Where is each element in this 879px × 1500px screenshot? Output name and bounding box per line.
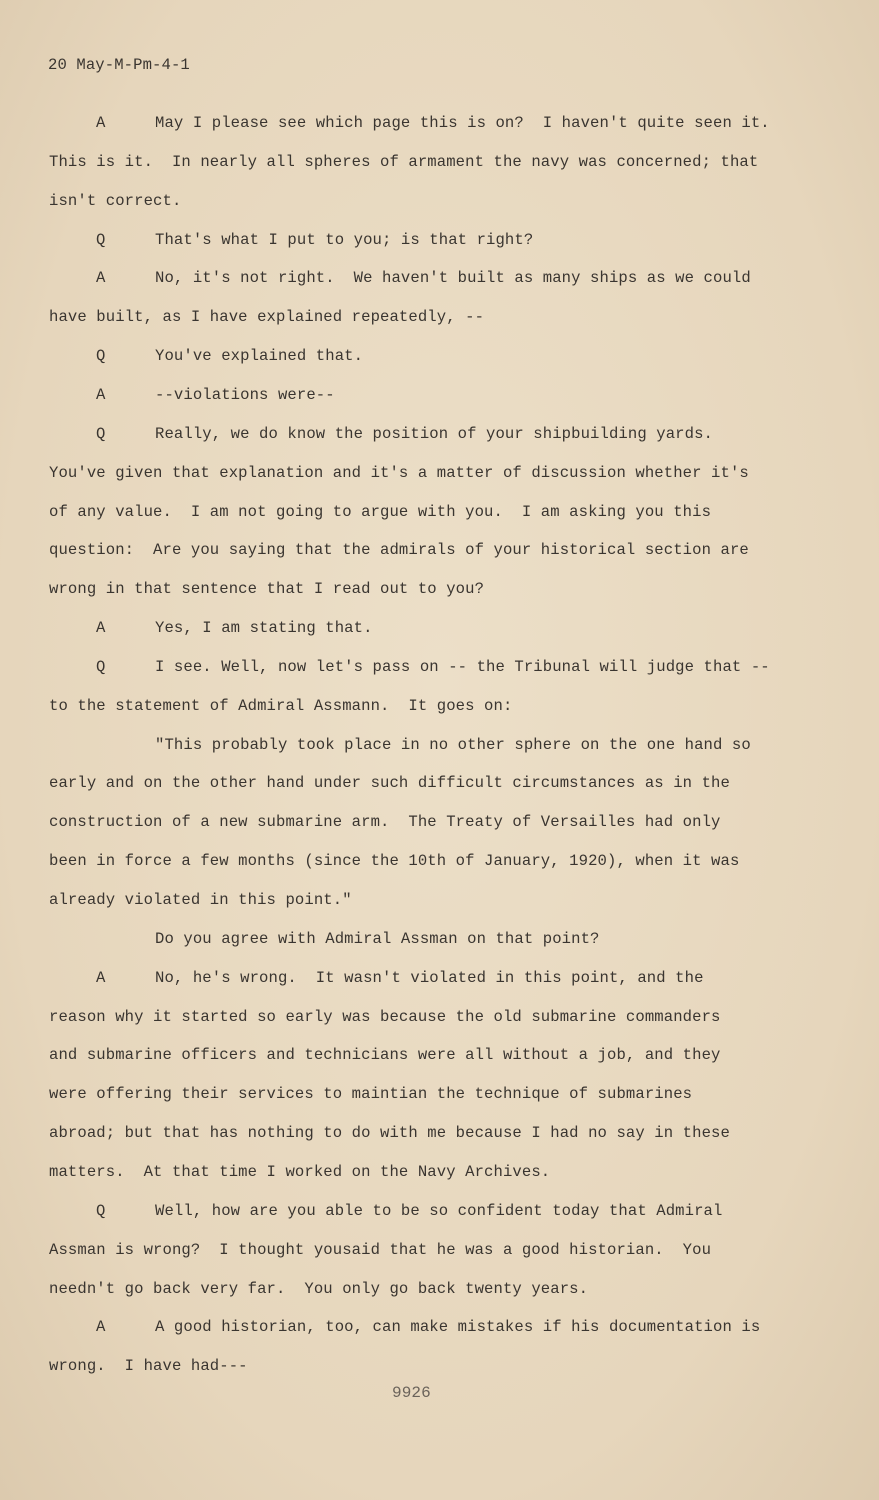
speaker-label: A: [96, 1318, 106, 1337]
speaker-label: A: [96, 385, 106, 404]
transcript-line: to the statement of Admiral Assmann. It goes on:: [49, 696, 513, 715]
transcript-line: construction of a new submarine arm. The Treaty of Versailles had only: [49, 813, 721, 832]
speaker-label: A: [96, 269, 106, 288]
transcript-line: Really, we do know the position of your shipbuilding yards.: [155, 424, 714, 443]
transcript-line: You've explained that.: [155, 347, 364, 366]
transcript-line: Well, how are you able to be so confident today that Admiral: [155, 1201, 723, 1220]
page-number: 9926: [392, 1384, 431, 1402]
transcript-line: That's what I put to you; is that right?: [155, 230, 534, 249]
transcript-line: --violations were--: [155, 385, 335, 404]
transcript-line: No, he's wrong. It wasn't violated in this point, and the: [155, 968, 704, 987]
page-header: 20 May-M-Pm-4-1: [48, 56, 190, 74]
speaker-label: Q: [96, 230, 106, 249]
transcript-line: I see. Well, now let's pass on -- the Tribunal will judge that --: [155, 657, 770, 676]
speaker-label: A: [96, 619, 106, 638]
speaker-label: Q: [96, 1201, 106, 1220]
transcript-line: been in force a few months (since the 10th of January, 1920), when it was: [49, 852, 740, 871]
transcript-line: A good historian, too, can make mistakes if his documentation is: [155, 1318, 761, 1337]
transcript-line: wrong in that sentence that I read out to you?: [49, 580, 485, 599]
transcript-line: Assman is wrong? I thought yousaid that he was a good historian. You: [49, 1240, 712, 1259]
transcript-line: already violated in this point.": [49, 891, 352, 909]
transcript-line: of any value. I am not going to argue with you. I am asking you this: [49, 502, 712, 521]
transcript-line: needn't go back very far. You only go back twenty years.: [49, 1279, 589, 1298]
speaker-label: Q: [96, 424, 106, 443]
speaker-label: Q: [96, 347, 106, 366]
speaker-label: A: [96, 968, 106, 987]
transcript-line: abroad; but that has nothing to do with me because I had no say in these: [49, 1124, 730, 1143]
transcript-line: wrong. I have had---: [49, 1357, 248, 1376]
transcript-line: Do you agree with Admiral Assman on that point?: [155, 929, 600, 948]
transcript-line: matters. At that time I worked on the Navy Archives.: [49, 1162, 551, 1181]
transcript-line: question: Are you saying that the admirals of your historical section are: [49, 541, 749, 560]
transcript-line: "This probably took place in no other sphere on the one hand so: [155, 735, 751, 754]
transcript-line: have built, as I have explained repeatedly, --: [49, 308, 485, 327]
transcript-line: and submarine officers and technicians were all without a job, and they: [49, 1046, 721, 1065]
transcript-line: were offering their services to maintian the technique of submarines: [49, 1085, 693, 1104]
transcript-line: No, it's not right. We haven't built as many ships as we could: [155, 269, 751, 288]
transcript-line: early and on the other hand under such difficult circumstances as in the: [49, 774, 730, 793]
transcript-line: May I please see which page this is on? I haven't quite seen it.: [155, 114, 770, 132]
transcript-line: reason why it started so early was because the old submarine commanders: [49, 1007, 721, 1026]
speaker-label: A: [96, 114, 106, 132]
transcript-line: This is it. In nearly all spheres of armament the navy was concerned; that: [49, 152, 759, 171]
transcript-line: Yes, I am stating that.: [155, 619, 373, 638]
transcript-line: isn't correct.: [49, 191, 182, 210]
speaker-label: Q: [96, 657, 106, 676]
transcript-line: You've given that explanation and it's a matter of discussion whether it's: [49, 463, 749, 482]
